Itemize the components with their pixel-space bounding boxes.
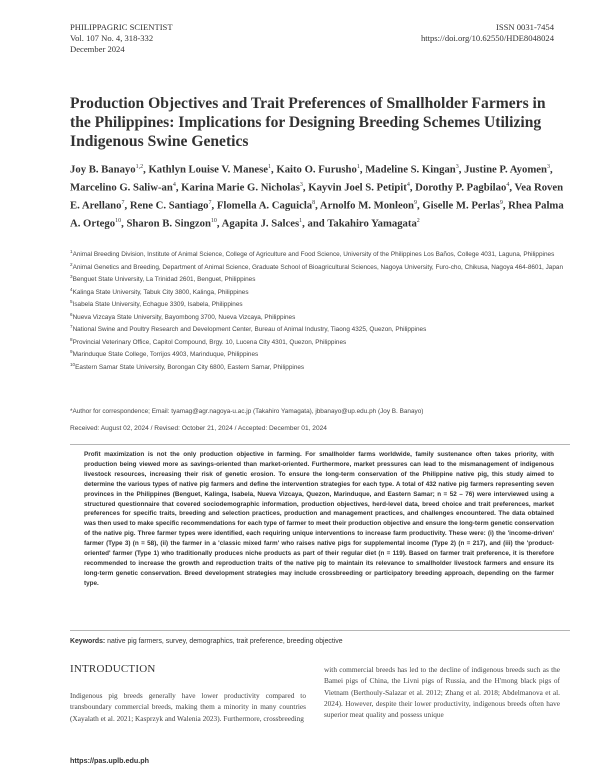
author-name: Rhea Palma A. Ortego (70, 199, 564, 231)
author-separator: , and (302, 218, 328, 231)
author-affiliation-mark: 4 (406, 182, 410, 189)
author-separator: , (271, 163, 277, 176)
affiliation-text: Nueva Vizcaya State University, Bayombong 3700, Nueva Vizcaya, Philippines (72, 313, 296, 321)
author-separator: , (458, 163, 465, 176)
affiliation-item (70, 310, 570, 323)
affiliation-mark: 7 (70, 324, 73, 330)
author-affiliation-mark: 1 (268, 164, 272, 170)
author-affiliation-mark: 9 (499, 200, 503, 207)
author-affiliation-mark: 1 (356, 164, 360, 170)
author-affiliation-mark: 3 (455, 164, 459, 170)
author-affiliation-mark: 4 (506, 182, 510, 189)
affiliation-text: Animal Breeding Division, Institute of Animal Science, College of Agriculture and Food Science, University of the Philippines Los Baños, College 4031, Laguna, Philippines (72, 251, 555, 259)
intro-column-right: with commercial breeds has led to the decline of indigenous breeds such as the Bamei pigs of China, the Livni pigs of Russia, and the H'mong black pigs of Vietnam (Berthouly-Salazar et al. 2012; Zhang et al. 2018; Abdelmanova et al. 2024). However, despite their lower productivity, indigenous breeds often have superior meat quality and possess unique (324, 665, 560, 720)
author-list (70, 160, 570, 233)
affiliation-text: Animal Genetics and Breeding, Department of Animal Science, Graduate School of Bioagricultural Sciences, Nagoya University, Furo-cho, Chikusa, Nagoya 464-8601, Japan (72, 263, 564, 271)
author-name: Kayvin Joel S. Petipit (308, 181, 407, 194)
affiliation-list (70, 247, 570, 372)
author-affiliation-mark: 3 (299, 182, 303, 189)
author-affiliation-mark: 3 (546, 164, 550, 170)
author-separator: , (302, 181, 309, 194)
keywords (70, 637, 570, 646)
author-affiliation-mark: 10 (210, 218, 217, 225)
author-affiliation-mark: 7 (121, 200, 125, 207)
affiliation-mark: 8 (70, 336, 73, 342)
author-separator: , (509, 181, 515, 194)
keywords-text: native pig farmers, survey, demographics, trait preference, breeding objective (107, 638, 343, 645)
author-name: Arnolfo M. Monleon (319, 199, 415, 212)
affiliation-mark: 9 (70, 349, 73, 355)
author-affiliation-mark: 1,2 (135, 164, 144, 170)
author-name: Marcelino G. Saliw-an (70, 181, 173, 194)
author-affiliation-mark: 2 (416, 218, 420, 225)
author-affiliation-mark: 1 (299, 218, 303, 225)
author-name: Justine P. Ayomen (464, 163, 547, 176)
affiliation-text: Marinduque State College, Torrijos 4903, Marinduque, Philippines (72, 351, 259, 359)
issn: ISSN 0031-7454 (495, 22, 554, 32)
journal-name: PHILIPPAGRIC SCIENTIST (70, 22, 173, 32)
affiliation-item (70, 285, 570, 298)
affiliation-mark: 2 (70, 261, 73, 267)
author-name: Kathlyn Louise V. Manese (148, 163, 269, 176)
affiliation-mark: 5 (70, 299, 73, 305)
author-separator: , (143, 163, 149, 176)
affiliation-text: Isabela State University, Echague 3309, Isabela, Philippines (72, 301, 243, 309)
author-separator: , (409, 181, 416, 194)
author-separator: , (502, 199, 509, 212)
author-separator: , (121, 218, 127, 231)
affiliation-text: Benguet State University, La Trinidad 2601, Benguet, Philippines (72, 276, 256, 284)
affiliation-text: Provincial Veterinary Office, Capitol Compound, Brgy. 10, Lucena City 4301, Quezon, Philippines (72, 338, 347, 346)
affiliation-item (70, 347, 570, 360)
affiliation-mark: 6 (70, 311, 73, 317)
author-separator: , (549, 163, 553, 176)
author-affiliation-mark: 9 (414, 200, 418, 207)
affiliation-mark: 1 (70, 249, 73, 254)
author-separator: , (124, 199, 130, 212)
journal-date: December 2024 (70, 44, 125, 54)
author-name: Rene C. Santiago (129, 199, 209, 212)
author-name: Takahiro Yamagata (327, 218, 417, 231)
author-separator: , (417, 199, 423, 212)
affiliation-item (70, 260, 570, 273)
author-name: Madeline S. Kingan (365, 163, 456, 176)
author-affiliation-mark: 10 (115, 218, 122, 225)
intro-column-left: Indigenous pig breeds generally have lower productivity compared to transboundary commercial breeds, making them a minority in many countries (Xayalath et al. 2021; Kasprzyk and Walenia 2023). Furthermore, crossbreeding (70, 691, 306, 723)
author-separator: , (315, 199, 320, 212)
author-name: Agapita J. Salces (221, 218, 300, 231)
submission-dates: Received: August 02, 2024 / Revised: October 21, 2024 / Accepted: December 01, 2024 (70, 425, 327, 432)
author-name: Karina Marie G. Nicholas (181, 181, 300, 194)
affiliation-item (70, 272, 570, 285)
affiliation-item (70, 247, 570, 260)
abstract: Profit maximization is not the only production objective in farming. For smallholder farms worldwide, family sustenance often takes priority, with production being viewed more as savings-oriented than market-oriented. Furthermore, market pressures can lead to the mismanagement of indigenous livestock resources, increasing their risk of genetic erosion. To ensure the long-term conservation of the Philippine native pig, this study aimed to determine the various types of native pig farmers and define the intervention strategies for each type. A total of 432 native pig farmers representing seven provinces in the Philippines (Benguet, Kalinga, Isabela, Nueva Vizcaya, Quezon, Marinduque, and Eastern Samar; n = 52 – 76) were interviewed using a structured questionnaire that covered sociodemographic information, production objectives, herd-level data, breed choice and trait preferences, market preferences for specific traits, breeding and selection practices, production and management practices, and challenges encountered. The data obtained was then used to make specific recommendations for each type of farmer to meet their production objective and ensure the long-term genetic conservation of the native pig. Three farmer types were identified, each requiring unique interventions to increase farm productivity. These were: (i) the 'income-driven' farmer (Type 3) (n = 58), (ii) the farmer in a 'classic mixed farm' who raises native pigs for supplemental income (Type 2) (n = 217), and (iii) the 'product-oriented' farmer (Type 1) who traditionally produces niche products as part of their regular diet (n = 119). Based on farmer trait preference, it is therefore recommended to increase the growth and reproduction traits of the native pig to maintain its relevance to smallholder livestock farmers and ensure its long-term genetic conservation. Breed development strategies may include crossbreeding or participatory breeding approach, depending on the farmer type. (84, 451, 554, 587)
divider-top (70, 444, 570, 445)
journal-identifiers (421, 22, 554, 44)
correspondence: *Author for correspondence; Email: tyamag@agr.nagoya-u.ac.jp (Takahiro Yamagata), jbbanayo@up.edu.ph (Joy B. Banayo) (70, 408, 424, 415)
author-separator: , (175, 181, 182, 194)
journal-header (70, 22, 173, 55)
affiliation-text: Kalinga State University, Tabuk City 3800, Kalinga, Philippines (72, 288, 249, 296)
affiliation-mark: 4 (70, 286, 73, 292)
author-name: Joy B. Banayo (70, 163, 136, 176)
affiliation-text: National Swine and Poultry Research and Development Center, Bureau of Animal Industry, Tiaong 4325, Quezon, Philippines (72, 326, 427, 334)
affiliation-item (70, 360, 570, 373)
doi-link[interactable]: https://doi.org/10.62550/HDE8048024 (420, 33, 554, 43)
author-name: Kaito O. Furusho (276, 163, 357, 176)
author-affiliation-mark: 8 (312, 200, 316, 207)
keywords-label: Keywords: (70, 638, 106, 645)
author-name: Dorothy P. Pagbilao (415, 181, 507, 194)
affiliation-item (70, 335, 570, 348)
footer-url[interactable]: https://pas.uplb.edu.ph (70, 756, 150, 765)
author-affiliation-mark: 4 (172, 182, 176, 189)
affiliation-mark: 10 (70, 361, 76, 367)
affiliation-item (70, 322, 570, 335)
affiliation-text: Eastern Samar State University, Borongan City 6800, Eastern Samar, Philippines (75, 363, 305, 371)
paper-title: Production Objectives and Trait Preferences of Smallholder Farmers in the Philippines: Implications for Designing Breeding Schemes Utilizing Indigenous Swine Genetics (70, 95, 546, 150)
divider-bottom (70, 630, 570, 631)
affiliation-item (70, 297, 570, 310)
author-separator: , (359, 163, 366, 176)
affiliation-mark: 3 (70, 274, 73, 280)
author-name: Sharon B. Singzon (126, 218, 211, 231)
author-affiliation-mark: 7 (208, 200, 212, 207)
section-heading-introduction: INTRODUCTION (70, 663, 156, 675)
author-separator: , (216, 218, 222, 231)
author-name: Flomella A. Caguicla (216, 199, 313, 212)
author-separator: , (211, 199, 217, 212)
journal-volume: Vol. 107 No. 4, 318-332 (70, 33, 154, 43)
author-name: Giselle M. Perlas (422, 199, 500, 212)
author-name: Vea Roven E. Arellano (70, 181, 564, 212)
